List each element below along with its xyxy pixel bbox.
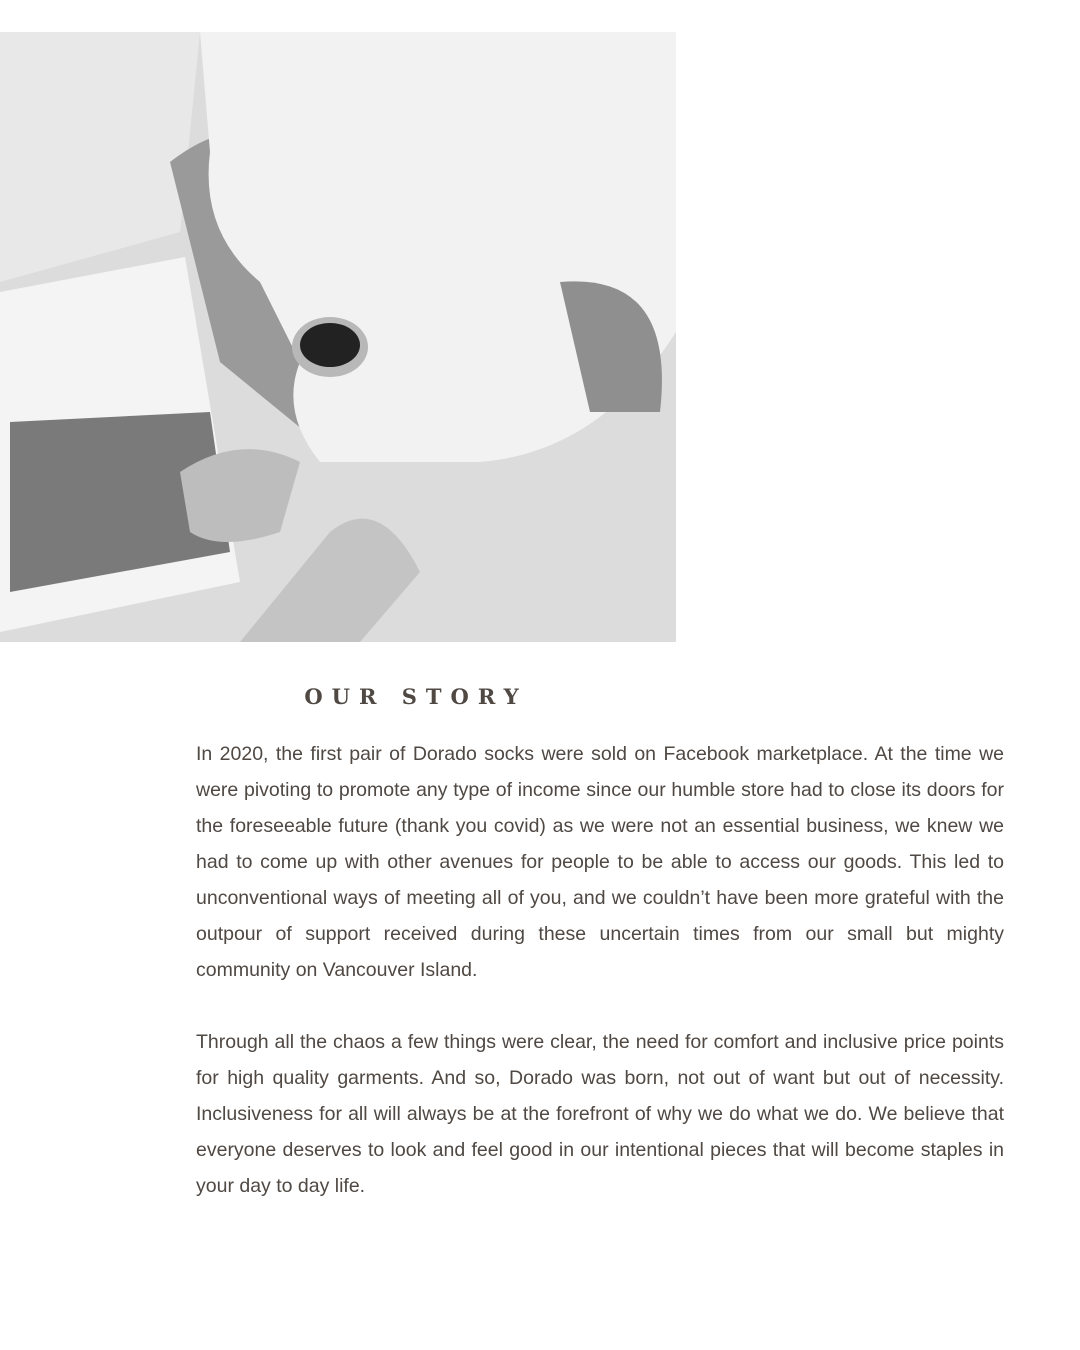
- hero-photo-woman-reading-with-coffee: [0, 32, 676, 642]
- photo-illustration: [0, 32, 676, 642]
- story-paragraph: In 2020, the first pair of Dorado socks were sold on Facebook marketplace. At the time we were pivoting to promote any type of income since our humble store had to close its doors for the foreseeable future (thank you covid) as we were not an essential business, we knew we had to come up with other avenues for people to be able to access our goods. This led to unconventional ways of meeting all of you, and we couldn’t have been more grateful with the outpour of support received during these uncertain times from our small but mighty community on Vancouver Island.: [196, 743, 1004, 981]
- story-paragraph: Through all the chaos a few things were clear, the need for comfort and inclusive price points for high quality garments. And so, Dorado was born, not out of want but out of necessity. Inclusiveness for all will always be at the forefront of why we do what we do. We believe that everyone deserves to look and feel good in our intentional pieces that will become staples in your day to day life.: [196, 1031, 1004, 1197]
- story-text: [196, 736, 1004, 1240]
- section-heading: OUR STORY: [304, 684, 528, 709]
- coffee: [300, 323, 360, 367]
